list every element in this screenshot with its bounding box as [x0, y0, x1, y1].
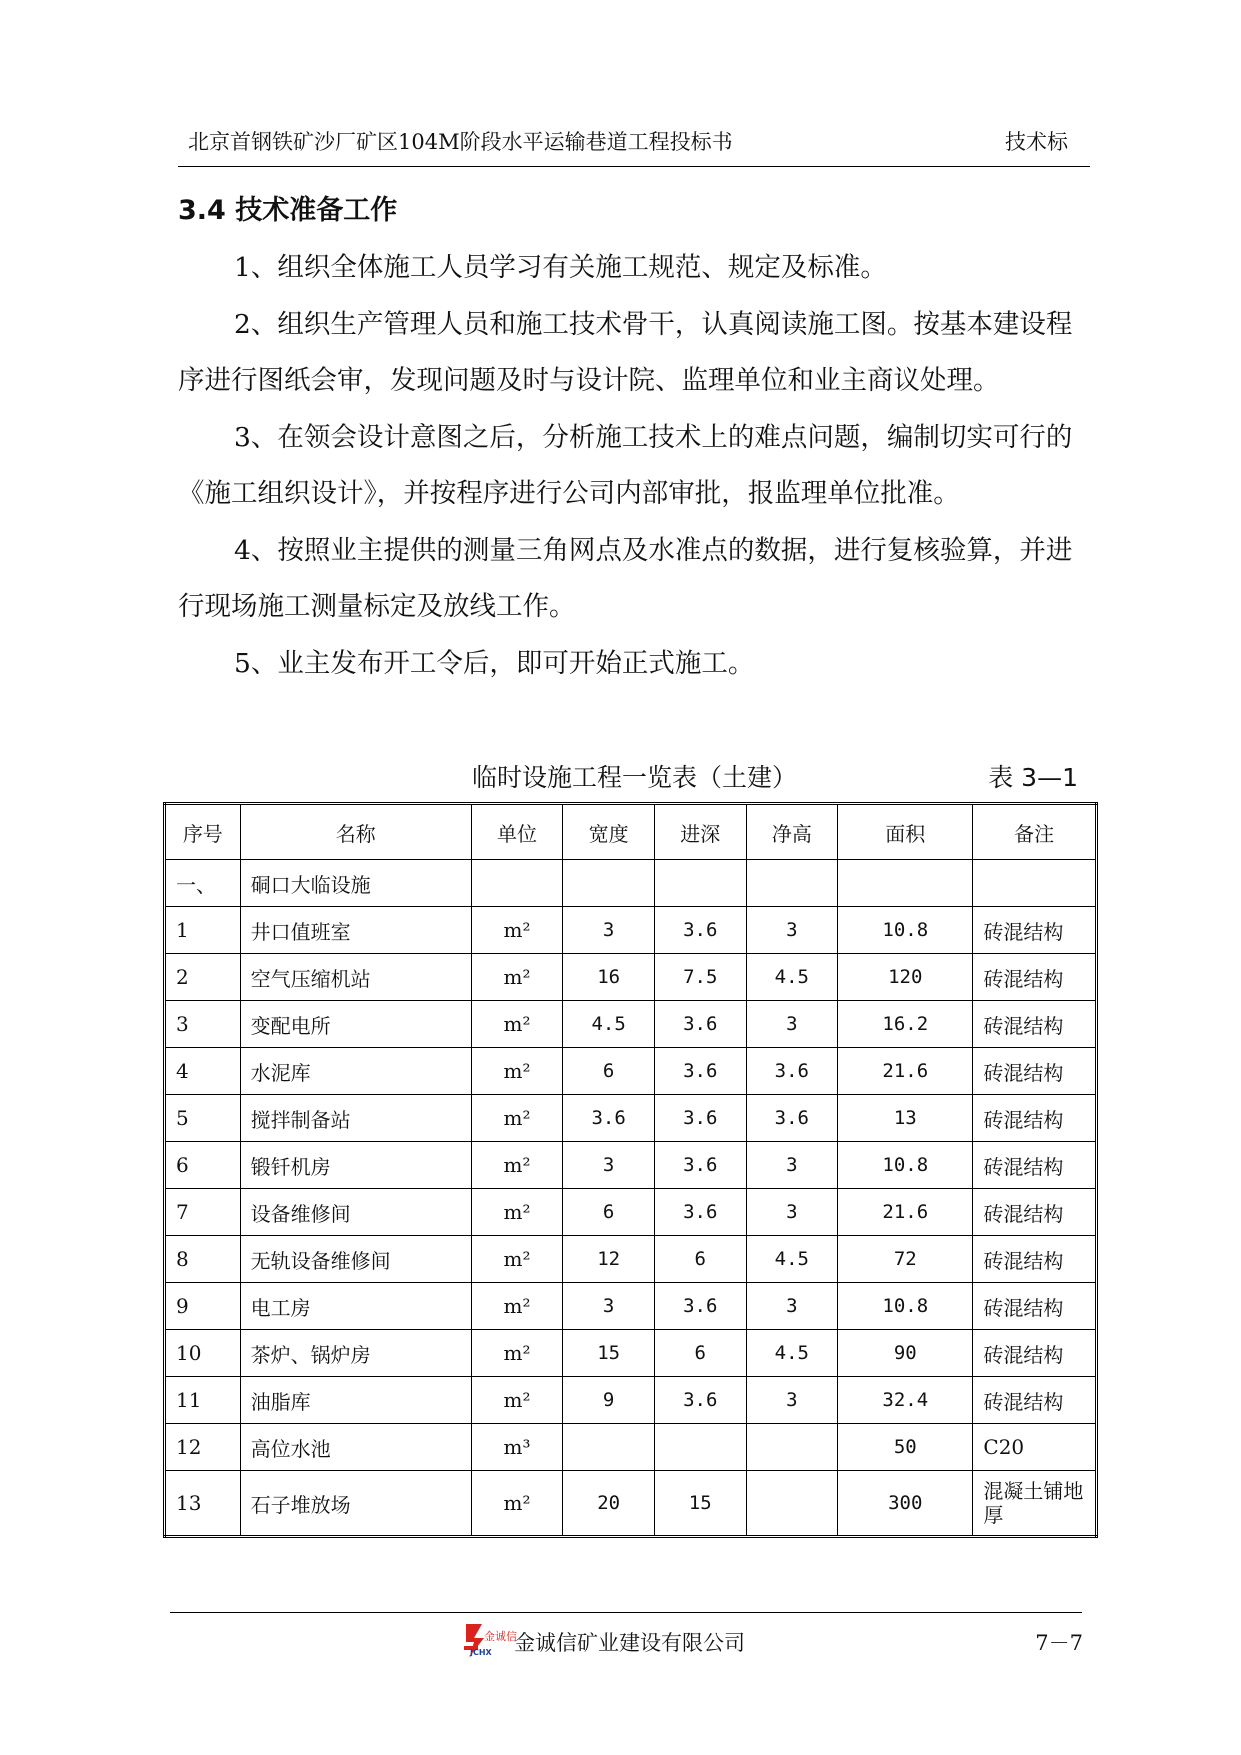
- column-header: 备注: [973, 804, 1097, 860]
- cell-depth: 3.6: [654, 907, 746, 954]
- column-header: 单位: [471, 804, 563, 860]
- cell-area: 120: [838, 954, 973, 1001]
- section-body: [178, 240, 1090, 692]
- cell-facility-name: 茶炉、锅炉房: [240, 1330, 471, 1377]
- cell-facility-name: 空气压缩机站: [240, 954, 471, 1001]
- cell-width: 9: [563, 1377, 655, 1424]
- section-title: 3.4 技术准备工作: [178, 195, 398, 226]
- table-row: [165, 1236, 1097, 1283]
- paragraph-2: 2、组织生产管理人员和施工技术骨干，认真阅读施工图。按基本建设程序进行图纸会审，发现问题及时与设计院、监理单位和业主商议处理。: [178, 308, 1073, 396]
- table-row: [165, 1048, 1097, 1095]
- cell-clear-height: 3: [746, 907, 838, 954]
- cell-width: 15: [563, 1330, 655, 1377]
- paragraph-4: 4、按照业主提供的测量三角网点及水准点的数据，进行复核验算，并进行现场施工测量标定及放线工作。: [178, 534, 1073, 622]
- cell-width: 6: [563, 1048, 655, 1095]
- cell-remark: 砖混结构: [973, 907, 1097, 954]
- cell-remark: 砖混结构: [973, 1142, 1097, 1189]
- footer-rule: [170, 1612, 1082, 1614]
- cell-unit: m²: [471, 1471, 563, 1537]
- column-header: 面积: [838, 804, 973, 860]
- group-name: 硐口大临设施: [240, 860, 471, 907]
- cell-row-index: 13: [165, 1471, 241, 1537]
- cell-remark: 砖混结构: [973, 1377, 1097, 1424]
- table-row: [165, 1001, 1097, 1048]
- cell-area: 300: [838, 1471, 973, 1537]
- logo-text: 金诚信: [484, 1630, 517, 1643]
- cell-width: 3.6: [563, 1095, 655, 1142]
- table-title: 临时设施工程一览表（土建）: [472, 763, 798, 792]
- cell-row-index: 9: [165, 1283, 241, 1330]
- cell-area: 50: [838, 1424, 973, 1471]
- table-row: [165, 954, 1097, 1001]
- table-row: [165, 1377, 1097, 1424]
- cell-facility-name: 变配电所: [240, 1001, 471, 1048]
- cell-facility-name: 石子堆放场: [240, 1471, 471, 1537]
- cell-row-index: 12: [165, 1424, 241, 1471]
- cell-unit: m²: [471, 1377, 563, 1424]
- table-group-row: [165, 860, 1097, 907]
- table-row: [165, 907, 1097, 954]
- cell-depth: 3.6: [654, 1189, 746, 1236]
- cell-width: 12: [563, 1236, 655, 1283]
- cell-remark: 砖混结构: [973, 1236, 1097, 1283]
- cell-depth: 3.6: [654, 1048, 746, 1095]
- cell-row-index: 8: [165, 1236, 241, 1283]
- cell-clear-height: 3: [746, 1283, 838, 1330]
- page-header: [178, 122, 1090, 167]
- cell-depth: 7.5: [654, 954, 746, 1001]
- cell-facility-name: 无轨设备维修间: [240, 1236, 471, 1283]
- cell-unit: m²: [471, 1095, 563, 1142]
- table-row: [165, 1424, 1097, 1471]
- cell-width: 6: [563, 1189, 655, 1236]
- cell-area: 32.4: [838, 1377, 973, 1424]
- cell-facility-name: 电工房: [240, 1283, 471, 1330]
- cell-area: 90: [838, 1330, 973, 1377]
- cell-depth: 3.6: [654, 1377, 746, 1424]
- cell-row-index: 11: [165, 1377, 241, 1424]
- cell-unit: m²: [471, 954, 563, 1001]
- cell-unit: m²: [471, 907, 563, 954]
- cell-remark: 砖混结构: [973, 1283, 1097, 1330]
- company-logo: [462, 1622, 517, 1658]
- cell-area: 13: [838, 1095, 973, 1142]
- document-tag: 技术标: [1005, 130, 1068, 154]
- cell-area: 10.8: [838, 1283, 973, 1330]
- cell-row-index: 5: [165, 1095, 241, 1142]
- cell-row-index: 7: [165, 1189, 241, 1236]
- cell-depth: 6: [654, 1236, 746, 1283]
- column-header: 名称: [240, 804, 471, 860]
- cell-remark: 砖混结构: [973, 1001, 1097, 1048]
- table-row: [165, 1095, 1097, 1142]
- cell-clear-height: 3: [746, 1189, 838, 1236]
- cell-clear-height: 3.6: [746, 1095, 838, 1142]
- cell-depth: 3.6: [654, 1283, 746, 1330]
- cell-area: 72: [838, 1236, 973, 1283]
- group-index: 一、: [165, 860, 241, 907]
- cell-row-index: 1: [165, 907, 241, 954]
- table-row: [165, 1142, 1097, 1189]
- cell-unit: m³: [471, 1424, 563, 1471]
- cell-unit: m²: [471, 1330, 563, 1377]
- cell-depth: 3.6: [654, 1095, 746, 1142]
- cell-row-index: 6: [165, 1142, 241, 1189]
- paragraph-5: 5、业主发布开工令后，即可开始正式施工。: [234, 647, 755, 679]
- column-header: 进深: [654, 804, 746, 860]
- cell-remark: 混凝土铺地 厚: [973, 1471, 1097, 1537]
- cell-width: 3: [563, 1283, 655, 1330]
- cell-clear-height: 3: [746, 1142, 838, 1189]
- facilities-table: [163, 802, 1124, 1538]
- cell-width: 3: [563, 1142, 655, 1189]
- page-number: 7－7: [1035, 1631, 1083, 1655]
- cell-width: [563, 1424, 655, 1471]
- cell-area: 10.8: [838, 1142, 973, 1189]
- cell-clear-height: 3: [746, 1377, 838, 1424]
- cell-facility-name: 搅拌制备站: [240, 1095, 471, 1142]
- table-caption: [178, 758, 1090, 798]
- table-number: 表 3—1: [988, 763, 1078, 792]
- cell-depth: [654, 1424, 746, 1471]
- cell-remark: 砖混结构: [973, 1048, 1097, 1095]
- table-header-row: [165, 804, 1097, 860]
- table-row: [165, 1471, 1097, 1537]
- cell-clear-height: 4.5: [746, 954, 838, 1001]
- cell-area: 21.6: [838, 1048, 973, 1095]
- cell-depth: 15: [654, 1471, 746, 1537]
- cell-remark: 砖混结构: [973, 1189, 1097, 1236]
- cell-width: 20: [563, 1471, 655, 1537]
- column-header: 宽度: [563, 804, 655, 860]
- cell-unit: m²: [471, 1142, 563, 1189]
- column-header: 净高: [746, 804, 838, 860]
- cell-unit: m²: [471, 1236, 563, 1283]
- cell-depth: 3.6: [654, 1001, 746, 1048]
- cell-remark: C20: [973, 1424, 1097, 1471]
- cell-facility-name: 高位水池: [240, 1424, 471, 1471]
- cell-row-index: 4: [165, 1048, 241, 1095]
- cell-remark: 砖混结构: [973, 1095, 1097, 1142]
- cell-unit: m²: [471, 1001, 563, 1048]
- cell-unit: m²: [471, 1283, 563, 1330]
- cell-remark: 砖混结构: [973, 1330, 1097, 1377]
- cell-width: 4.5: [563, 1001, 655, 1048]
- cell-clear-height: 4.5: [746, 1236, 838, 1283]
- cell-clear-height: [746, 1471, 838, 1537]
- cell-area: 10.8: [838, 907, 973, 954]
- cell-facility-name: 井口值班室: [240, 907, 471, 954]
- cell-depth: 6: [654, 1330, 746, 1377]
- cell-unit: m²: [471, 1189, 563, 1236]
- cell-row-index: 10: [165, 1330, 241, 1377]
- cell-clear-height: [746, 1424, 838, 1471]
- cell-row-index: 2: [165, 954, 241, 1001]
- table-row: [165, 1189, 1097, 1236]
- cell-depth: 3.6: [654, 1142, 746, 1189]
- cell-area: 21.6: [838, 1189, 973, 1236]
- cell-facility-name: 油脂库: [240, 1377, 471, 1424]
- cell-facility-name: 水泥库: [240, 1048, 471, 1095]
- paragraph-3: 3、在领会设计意图之后，分析施工技术上的难点问题，编制切实可行的《施工组织设计》，并按程序进行公司内部审批，报监理单位批准。: [178, 421, 1073, 509]
- paragraph-1: 1、组织全体施工人员学习有关施工规范、规定及标准。: [234, 252, 887, 283]
- cell-row-index: 3: [165, 1001, 241, 1048]
- cell-facility-name: 设备维修间: [240, 1189, 471, 1236]
- logo-subtext: JCHX: [470, 1648, 492, 1657]
- cell-width: 3: [563, 907, 655, 954]
- document-title: 北京首钢铁矿沙厂矿区104M阶段水平运输巷道工程投标书: [188, 130, 733, 154]
- cell-clear-height: 3: [746, 1001, 838, 1048]
- cell-unit: m²: [471, 1048, 563, 1095]
- company-name: 金诚信矿业建设有限公司: [514, 1631, 745, 1655]
- cell-facility-name: 锻钎机房: [240, 1142, 471, 1189]
- cell-width: 16: [563, 954, 655, 1001]
- cell-remark: 砖混结构: [973, 954, 1097, 1001]
- cell-clear-height: 4.5: [746, 1330, 838, 1377]
- table-row: [165, 1283, 1097, 1330]
- cell-clear-height: 3.6: [746, 1048, 838, 1095]
- table-row: [165, 1330, 1097, 1377]
- column-header: 序号: [165, 804, 241, 860]
- cell-area: 16.2: [838, 1001, 973, 1048]
